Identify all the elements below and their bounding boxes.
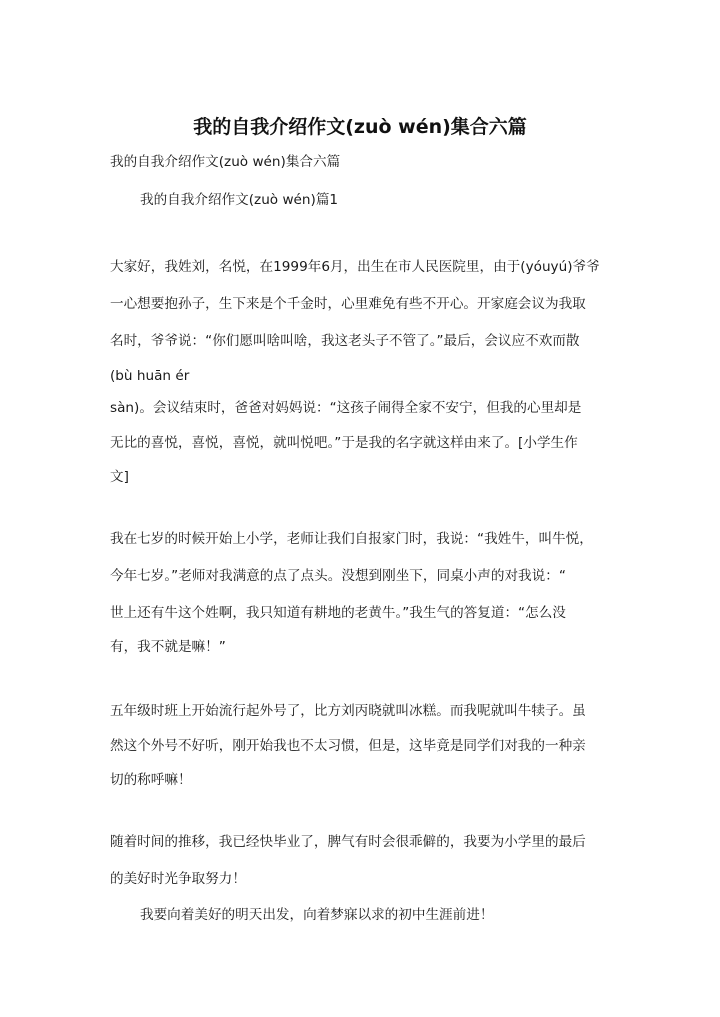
paragraph-line: 文]: [110, 469, 129, 485]
paragraph-line: 大家好，我姓刘，名悦，在1999年6月，出生在市人民医院里，由于(yóuyú)爷爷: [110, 259, 600, 275]
document-subtitle: 我的自我介绍作文(zuò wén)集合六篇: [110, 154, 341, 170]
closing-line: 我要向着美好的明天出发，向着梦寐以求的初中生涯前进！: [140, 907, 494, 923]
paragraph-line: 有，我不就是嘛！”: [110, 639, 226, 655]
paragraph-line: 我在七岁的时候开始上小学，老师让我们自报家门时，我说：“我姓牛，叫牛悦，: [110, 531, 593, 547]
paragraph-line: 一心想要抱孙子，生下来是个千金时，心里难免有些不开心。开家庭会议为我取: [110, 296, 586, 312]
paragraph-line: 然这个外号不好听，刚开始我也不太习惯，但是，这毕竟是同学们对我的一种亲: [110, 738, 586, 754]
paragraph-line: 五年级时班上开始流行起外号了，比方刘丙晓就叫冰糕。而我呢就叫牛犊子。虽: [110, 703, 586, 719]
paragraph-line: 今年七岁。”老师对我满意的点了点头。没想到刚坐下，同桌小声的对我说：“: [110, 568, 566, 584]
paragraph-line: 的美好时光争取努力！: [110, 871, 246, 887]
paragraph-line: 名时，爷爷说：“你们愿叫啥叫啥，我这老头子不管了。”最后，会议应不欢而散: [110, 333, 580, 349]
paragraph-line: 无比的喜悦，喜悦，喜悦，就叫悦吧。”于是我的名字就这样由来了。[小学生作: [110, 435, 578, 451]
paragraph-line: 世上还有牛这个姓啊，我只知道有耕地的老黄牛。”我生气的答复道：“怎么没: [110, 605, 566, 621]
document-title: 我的自我介绍作文(zuò wén)集合六篇: [193, 116, 527, 138]
section-heading: 我的自我介绍作文(zuò wén)篇1: [140, 192, 339, 208]
paragraph-line: 切的称呼嘛！: [110, 772, 192, 788]
paragraph-line: sàn)。会议结束时，爸爸对妈妈说：“这孩子闹得全家不安宁，但我的心里却是: [110, 400, 582, 416]
paragraph-line: 随着时间的推移，我已经快毕业了，脾气有时会很乖僻的，我要为小学里的最后: [110, 834, 586, 850]
paragraph-line: (bù huān ér: [110, 368, 190, 384]
